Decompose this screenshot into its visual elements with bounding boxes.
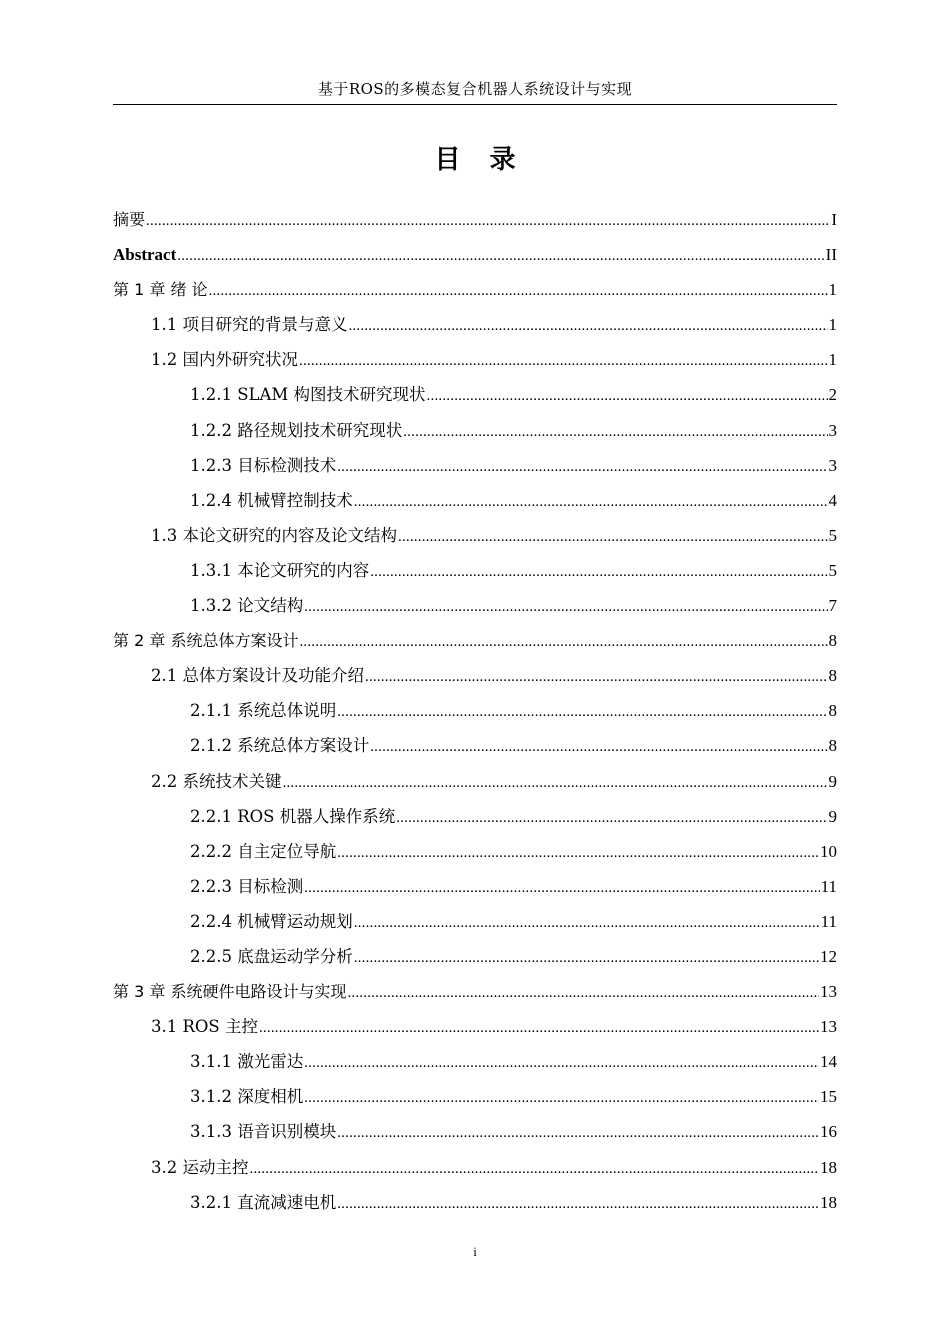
toc-entry-level-3[interactable] bbox=[113, 448, 837, 483]
toc-entry-level-1[interactable] bbox=[113, 974, 837, 1009]
toc-dot-leader bbox=[299, 623, 827, 658]
toc-entry-level-2[interactable] bbox=[113, 1150, 837, 1185]
toc-dot-leader bbox=[349, 307, 828, 342]
toc-entry-label: 3.1 ROS 主控 bbox=[151, 1017, 258, 1037]
toc-entry-level-3[interactable] bbox=[113, 939, 837, 974]
toc-dot-leader bbox=[337, 693, 827, 728]
toc-entry-label: 1.2.4 机械臂控制技术 bbox=[190, 490, 353, 510]
toc-entry-label: 第 1 章 绪 论 bbox=[113, 280, 208, 300]
toc-dot-leader bbox=[209, 272, 828, 307]
toc-entry-page: 1 bbox=[828, 315, 837, 335]
toc-entry-page: 9 bbox=[828, 806, 837, 826]
toc-entry-label: 2.2 系统技术关键 bbox=[151, 771, 282, 791]
toc-dot-leader bbox=[337, 448, 827, 483]
toc-entry-label: 3.1.2 深度相机 bbox=[190, 1087, 304, 1107]
toc-dot-leader bbox=[365, 658, 828, 693]
toc-entry-label: 第 2 章 系统总体方案设计 bbox=[113, 631, 299, 651]
toc-entry-page: 8 bbox=[828, 631, 837, 651]
toc-dot-leader bbox=[304, 1079, 819, 1114]
toc-entry-page: 1 bbox=[828, 280, 837, 300]
toc-entry-level-1[interactable] bbox=[113, 237, 837, 272]
toc-entry-level-1[interactable] bbox=[113, 272, 837, 307]
toc-entry-label: 2.2.3 目标检测 bbox=[190, 876, 304, 896]
toc-entry-page: 15 bbox=[820, 1087, 837, 1107]
toc-entry-page: 8 bbox=[828, 701, 837, 721]
toc-entry-label: 2.2.4 机械臂运动规划 bbox=[190, 911, 353, 931]
toc-entry-page: I bbox=[831, 210, 837, 229]
toc-entry-level-3[interactable] bbox=[113, 483, 837, 518]
toc-entry-level-2[interactable] bbox=[113, 518, 837, 553]
toc-title: 目 录 bbox=[434, 145, 526, 175]
running-header: 基于ROS的多模态复合机器人系统设计与实现 bbox=[317, 80, 633, 98]
toc-dot-leader bbox=[337, 834, 819, 869]
toc-entry-label: 3.1.1 激光雷达 bbox=[190, 1052, 304, 1072]
toc-entry-page: 9 bbox=[828, 771, 837, 791]
toc-entry-page: 4 bbox=[828, 490, 837, 510]
toc-entry-level-3[interactable] bbox=[113, 1185, 837, 1220]
toc-entry-page: 16 bbox=[820, 1122, 837, 1142]
toc-dot-leader bbox=[398, 518, 828, 553]
toc-entry-page: 8 bbox=[828, 666, 837, 686]
toc-entry-level-3[interactable] bbox=[113, 834, 837, 869]
toc-entry-page: 3 bbox=[828, 420, 837, 440]
toc-entry-page: 13 bbox=[820, 1017, 837, 1037]
toc-entry-level-3[interactable] bbox=[113, 377, 837, 412]
toc-dot-leader bbox=[370, 553, 827, 588]
toc-entry-label: 1.1 项目研究的背景与意义 bbox=[151, 315, 348, 335]
toc-entry-level-3[interactable] bbox=[113, 413, 837, 448]
toc-dot-leader bbox=[299, 342, 828, 377]
toc-dot-leader bbox=[177, 237, 824, 272]
toc-entry-level-2[interactable] bbox=[113, 1009, 837, 1044]
toc-entry-label: 1.3.2 论文结构 bbox=[190, 596, 304, 616]
toc-dot-leader bbox=[146, 202, 830, 237]
toc-entry-page: II bbox=[825, 245, 837, 265]
toc-dot-leader bbox=[259, 1009, 819, 1044]
toc-entry-level-2[interactable] bbox=[113, 342, 837, 377]
toc-entry-label: 1.2.3 目标检测技术 bbox=[190, 455, 337, 475]
toc-entry-level-3[interactable] bbox=[113, 728, 837, 763]
toc-entry-page: 1 bbox=[828, 350, 837, 370]
toc-entry-label: 2.1 总体方案设计及功能介绍 bbox=[151, 666, 364, 686]
toc-dot-leader bbox=[403, 413, 827, 448]
toc-entry-level-3[interactable] bbox=[113, 904, 837, 939]
header-rule bbox=[113, 104, 837, 105]
toc-entry-page: 14 bbox=[820, 1052, 837, 1072]
toc-entry-label: 1.2.1 SLAM 构图技术研究现状 bbox=[190, 385, 426, 405]
toc-entry-level-3[interactable] bbox=[113, 1114, 837, 1149]
toc-entry-level-3[interactable] bbox=[113, 1044, 837, 1079]
toc-entry-label: 3.1.3 语音识别模块 bbox=[190, 1122, 337, 1142]
toc-dot-leader bbox=[304, 1044, 819, 1079]
toc-entry-page: 3 bbox=[828, 455, 837, 475]
page-number: i bbox=[473, 1244, 477, 1259]
toc-entry-level-1[interactable] bbox=[113, 623, 837, 658]
toc-entry-label: 2.2.2 自主定位导航 bbox=[190, 841, 337, 861]
toc-dot-leader bbox=[354, 904, 820, 939]
toc-entry-level-1[interactable] bbox=[113, 202, 837, 237]
toc-entry-label: 1.3.1 本论文研究的内容 bbox=[190, 560, 370, 580]
toc-entry-page: 11 bbox=[820, 876, 837, 896]
toc-entry-page: 12 bbox=[820, 946, 837, 966]
toc-entry-page: 5 bbox=[828, 525, 837, 545]
toc-entry-label: Abstract bbox=[113, 245, 177, 265]
toc-entry-label: 摘要 bbox=[113, 210, 146, 229]
toc-entry-page: 11 bbox=[820, 911, 837, 931]
toc-entry-page: 13 bbox=[820, 982, 837, 1002]
toc-entry-label: 1.2 国内外研究状况 bbox=[151, 350, 298, 370]
toc-dot-leader bbox=[337, 1114, 819, 1149]
toc-dot-leader bbox=[304, 588, 827, 623]
toc-entry-label: 3.2.1 直流减速电机 bbox=[190, 1192, 337, 1212]
toc-entry-label: 2.1.1 系统总体说明 bbox=[190, 701, 337, 721]
toc-dot-leader bbox=[370, 728, 827, 763]
toc-entry-level-3[interactable] bbox=[113, 869, 837, 904]
toc-dot-leader bbox=[337, 1185, 819, 1220]
toc-dot-leader bbox=[427, 377, 828, 412]
toc-dot-leader bbox=[283, 764, 828, 799]
toc-entry-level-3[interactable] bbox=[113, 693, 837, 728]
toc-entry-level-2[interactable] bbox=[113, 307, 837, 342]
toc-entry-label: 3.2 运动主控 bbox=[151, 1157, 249, 1177]
toc-entry-page: 7 bbox=[828, 596, 837, 616]
toc-entry-level-2[interactable] bbox=[113, 764, 837, 799]
toc-entry-label: 1.3 本论文研究的内容及论文结构 bbox=[151, 525, 397, 545]
toc-entry-level-3[interactable] bbox=[113, 799, 837, 834]
toc-entry-label: 第 3 章 系统硬件电路设计与实现 bbox=[113, 982, 347, 1002]
toc-dot-leader bbox=[354, 939, 819, 974]
toc-dot-leader bbox=[304, 869, 819, 904]
toc-entry-label: 2.2.5 底盘运动学分析 bbox=[190, 946, 353, 966]
toc-entry-label: 2.2.1 ROS 机器人操作系统 bbox=[190, 806, 396, 826]
toc-entry-page: 18 bbox=[820, 1192, 837, 1212]
toc-dot-leader bbox=[347, 974, 819, 1009]
toc-entry-page: 2 bbox=[828, 385, 837, 405]
toc-entry-label: 1.2.2 路径规划技术研究现状 bbox=[190, 420, 403, 440]
toc-entry-level-2[interactable] bbox=[113, 658, 837, 693]
toc-entry-page: 18 bbox=[820, 1157, 837, 1177]
toc-entry-level-3[interactable] bbox=[113, 588, 837, 623]
toc-list bbox=[113, 202, 837, 1220]
toc-dot-leader bbox=[250, 1150, 820, 1185]
toc-entry-level-3[interactable] bbox=[113, 553, 837, 588]
toc-entry-level-3[interactable] bbox=[113, 1079, 837, 1114]
toc-entry-label: 2.1.2 系统总体方案设计 bbox=[190, 736, 370, 756]
toc-entry-page: 10 bbox=[820, 841, 837, 861]
toc-dot-leader bbox=[396, 799, 827, 834]
toc-entry-page: 5 bbox=[828, 560, 837, 580]
toc-entry-page: 8 bbox=[828, 736, 837, 756]
toc-dot-leader bbox=[354, 483, 828, 518]
